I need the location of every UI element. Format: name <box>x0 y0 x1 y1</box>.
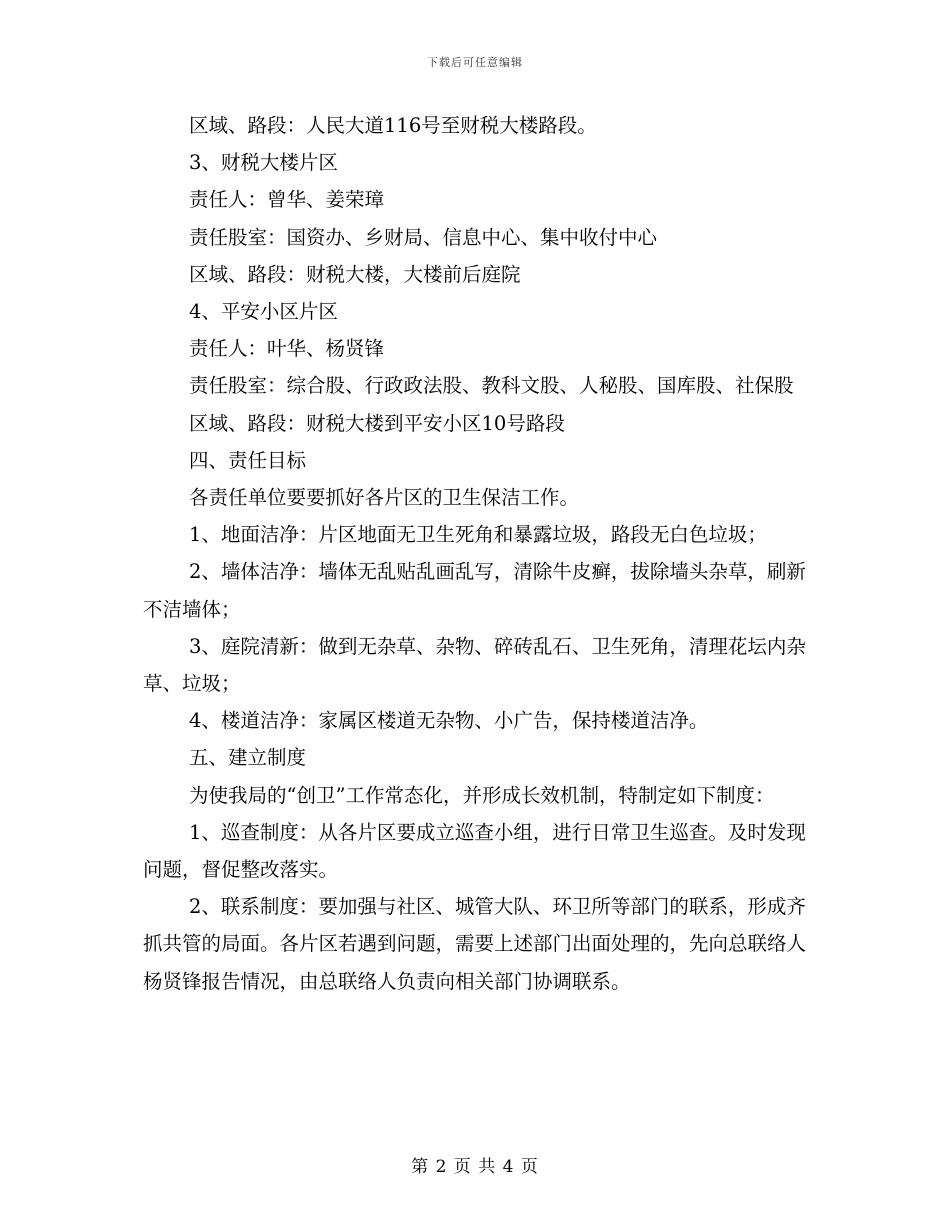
paragraph: 责任人：曾华、姜荣璋 <box>189 188 385 212</box>
list-item: 1、巡查制度：从各片区要成立巡查小组，进行日常卫生巡查。及时发现问题，督促整改落实。 <box>143 820 806 882</box>
section-heading: 四、责任目标 <box>189 448 307 472</box>
document-body <box>143 107 819 1000</box>
paragraph: 各责任单位要要抓好各片区的卫生保洁工作。 <box>189 486 580 510</box>
section-heading: 3、财税大楼片区 <box>189 151 338 175</box>
list-item: 1、地面洁净：片区地面无卫生死角和暴露垃圾，路段无白色垃圾； <box>189 523 767 547</box>
section-heading: 4、平安小区片区 <box>189 300 338 324</box>
list-item: 4、楼道洁净：家属区楼道无杂物、小广告，保持楼道洁净。 <box>189 709 709 733</box>
section-heading: 五、建立制度 <box>189 746 307 770</box>
paragraph: 为使我局的“创卫”工作常态化，并形成长效机制，特制定如下制度： <box>189 783 775 807</box>
paragraph: 责任股室：国资办、乡财局、信息中心、集中收付中心 <box>189 225 658 249</box>
paragraph: 责任人：叶华、杨贤锋 <box>189 337 385 361</box>
paragraph: 责任股室：综合股、行政政法股、教科文股、人秘股、国库股、社保股 <box>189 374 794 398</box>
paragraph: 区域、路段：财税大楼，大楼前后庭院 <box>189 262 521 286</box>
page-header: 下载后可任意编辑 <box>427 56 523 69</box>
page-number: 第 2 页 共 4 页 <box>411 1157 539 1177</box>
list-item: 2、联系制度：要加强与社区、城管大队、环卫所等部门的联系，形成齐抓共管的局面。各片区若遇到问题，需要上述部门出面处理的，先向总联络人杨贤锋报告情况，由总联络人负责向相关部门协调联系。 <box>143 895 807 993</box>
paragraph: 区域、路段：人民大道116号至财税大楼路段。 <box>189 114 597 137</box>
list-item: 2、墙体洁净：墙体无乱贴乱画乱写，清除牛皮癣，拔除墙头杂草，刷新不洁墙体； <box>143 560 806 621</box>
list-item: 3、庭院清新：做到无杂草、杂物、碎砖乱石、卫生死角，清理花坛内杂草、垃圾； <box>143 634 806 696</box>
paragraph: 区域、路段：财税大楼到平安小区10号路段 <box>189 411 565 435</box>
